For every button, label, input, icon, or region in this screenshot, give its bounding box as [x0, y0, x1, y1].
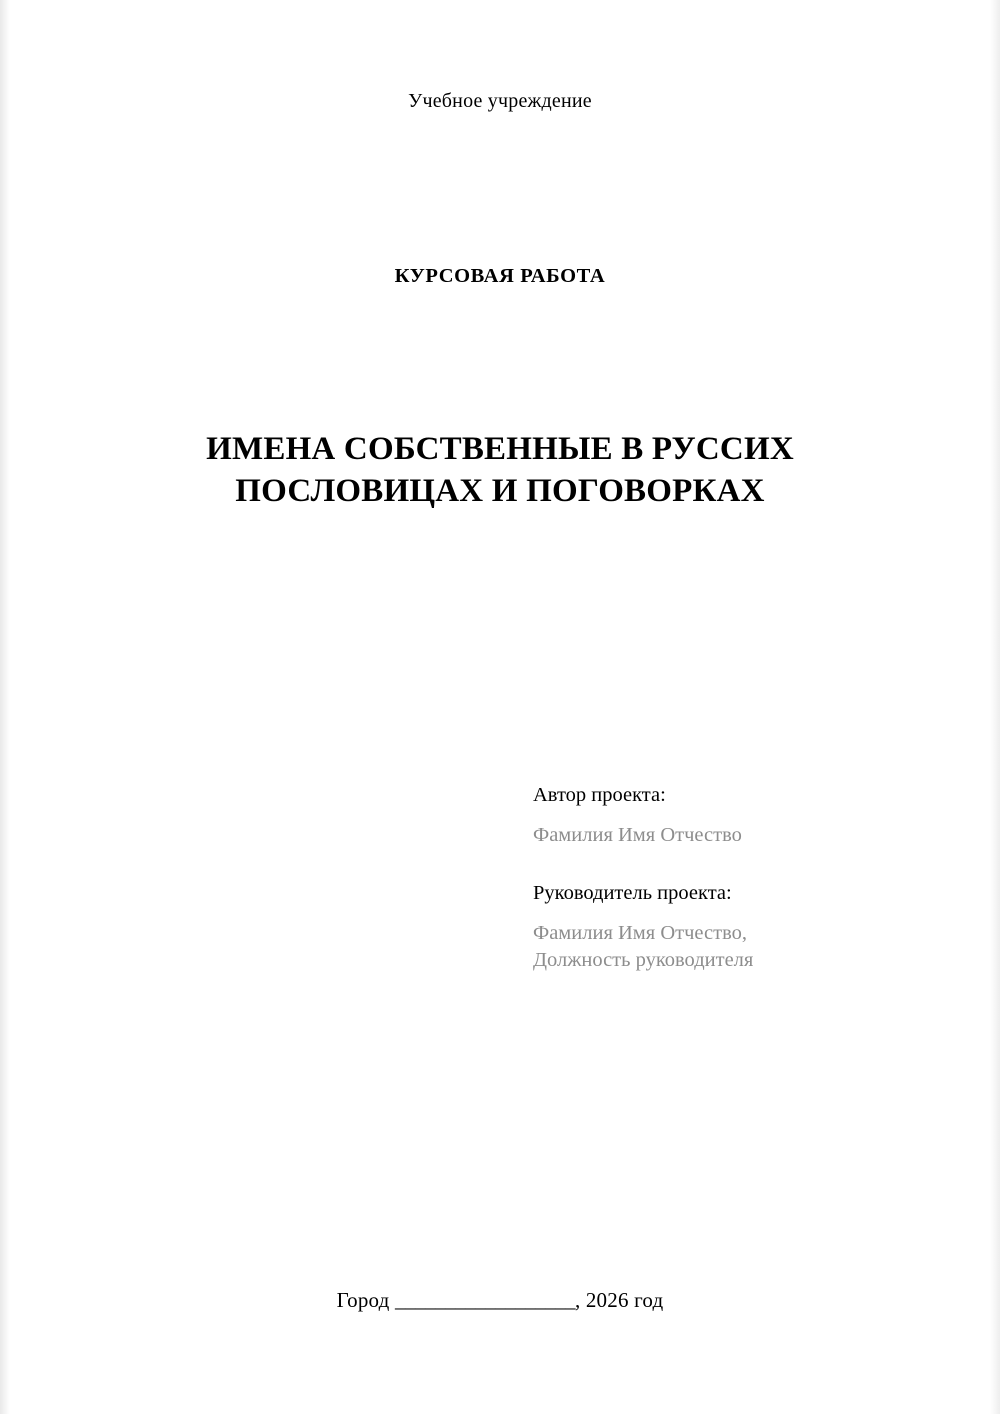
credits-block — [533, 785, 933, 975]
page-title: ИМЕНА СОБСТВЕННЫЕ В РУССИХ ПОСЛОВИЦАХ И ПОГОВОРКАХ — [206, 431, 794, 510]
work-type-heading: КУРСОВАЯ РАБОТА — [394, 265, 606, 287]
supervisor-value-line-2: Должность руководителя — [533, 949, 754, 972]
supervisor-value-line-1: Фамилия Имя Отчество, — [533, 921, 747, 944]
author-group — [533, 785, 933, 849]
institution-name: Учебное учреждение — [408, 90, 592, 112]
supervisor-group — [533, 883, 933, 975]
footer-city-year — [0, 1288, 1000, 1313]
footer-blank-line: __________________ — [394, 1288, 575, 1312]
footer-year: , 2026 год — [574, 1288, 664, 1312]
author-label: Автор проекта: — [533, 784, 666, 806]
author-value: Фамилия Имя Отчество — [533, 823, 742, 846]
supervisor-label: Руководитель проекта: — [533, 882, 732, 905]
footer-city-label: Город — [336, 1288, 390, 1312]
